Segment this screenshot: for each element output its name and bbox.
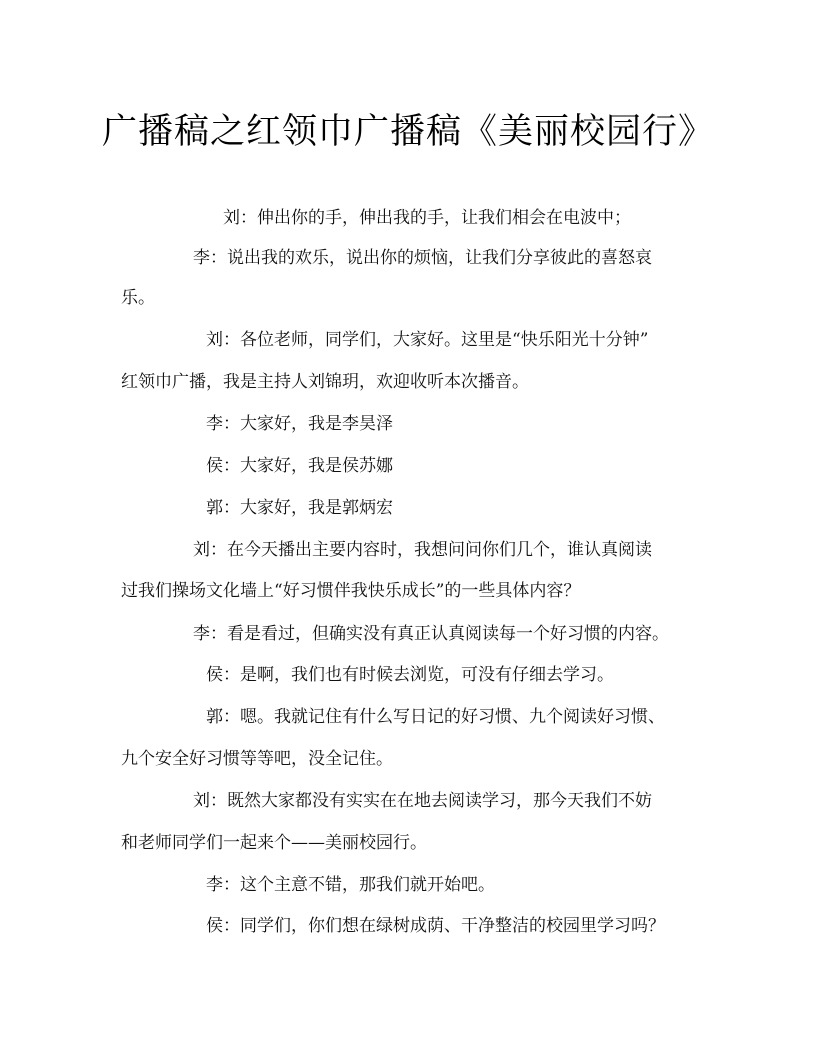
paragraph-line: 九个安全好习惯等等吧，没全记住。 [121, 749, 393, 769]
paragraph-line: 李：说出我的欢乐，说出你的烦恼，让我们分享彼此的喜怒哀 [193, 248, 652, 268]
paragraph-line: 刘：伸出你的手，伸出我的手，让我们相会在电波中； [223, 208, 631, 228]
paragraph-line: 乐。 [121, 288, 155, 308]
paragraph-line: 李：看是看过，但确实没有真正认真阅读每一个好习惯的内容。 [193, 624, 669, 644]
paragraph-line: 侯：同学们，你们想在绿树成荫、干净整洁的校园里学习吗？ [206, 916, 665, 936]
paragraph-line: 刘：既然大家都没有实实在在地去阅读学习，那今天我们不妨 [193, 791, 652, 811]
paragraph-line: 刘：各位老师，同学们，大家好。这里是“快乐阳光十分钟” [206, 330, 649, 350]
document-title: 广播稿之红领巾广播稿《美丽校园行》 [101, 112, 714, 152]
paragraph-line: 和老师同学们一起来个——美丽校园行。 [121, 833, 427, 853]
paragraph-line: 刘：在今天播出主要内容时，我想问问你们几个，谁认真阅读 [193, 540, 652, 560]
paragraph-line: 红领巾广播，我是主持人刘锦玥，欢迎收听本次播音。 [121, 372, 529, 392]
paragraph-line: 李：这个主意不错，那我们就开始吧。 [206, 875, 495, 895]
paragraph-line: 过我们操场文化墙上“好习惯伴我快乐成长”的一些具体内容？ [121, 581, 581, 601]
paragraph-line: 侯：是啊，我们也有时候去浏览，可没有仔细去学习。 [206, 665, 614, 685]
paragraph-line: 郭：大家好，我是郭炳宏 [206, 498, 393, 518]
paragraph-line: 李：大家好，我是李昊泽 [206, 414, 393, 434]
paragraph-line: 侯：大家好，我是侯苏娜 [206, 456, 393, 476]
paragraph-line: 郭：嗯。我就记住有什么写日记的好习惯、九个阅读好习惯、 [206, 707, 665, 727]
